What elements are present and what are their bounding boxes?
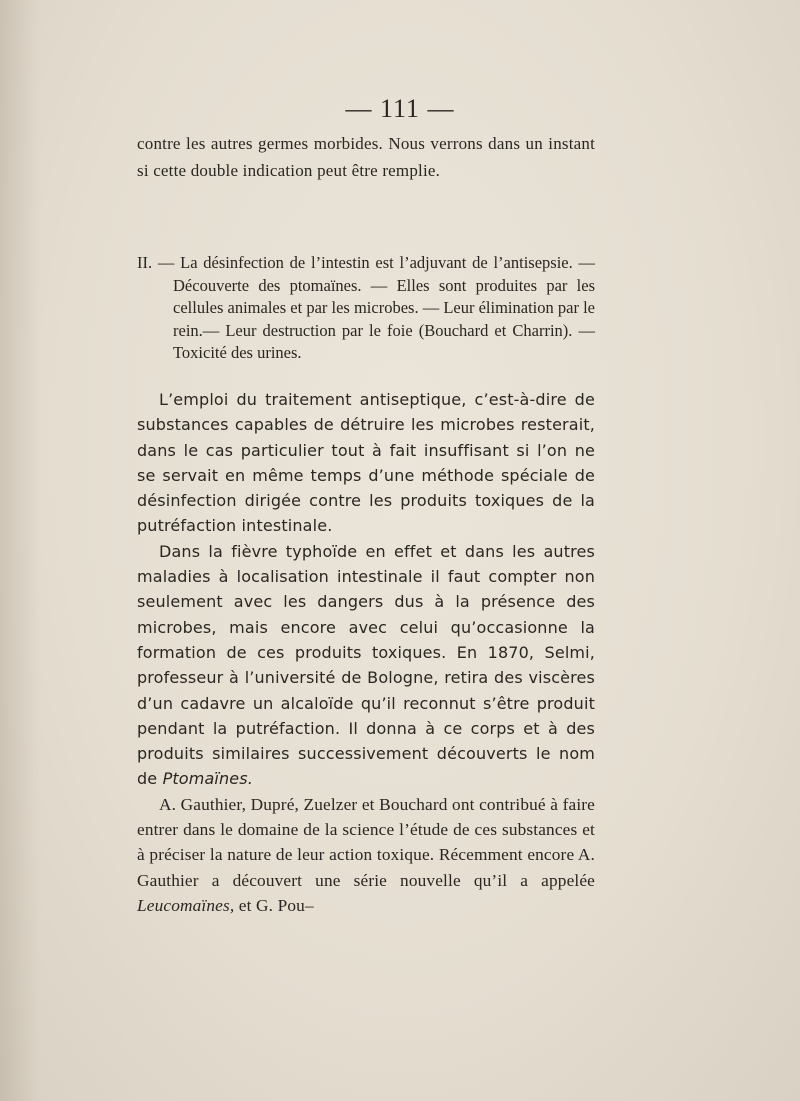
paragraph-2	[137, 539, 595, 792]
paragraph-3	[137, 792, 595, 918]
page-edge-shadow	[0, 0, 40, 1101]
page-number: — 111 —	[345, 94, 455, 123]
ptomaines-term: Ptomaïnes.	[162, 769, 254, 789]
leucomaines-term: Leucomaïnes,	[137, 895, 235, 915]
section-summary	[137, 252, 595, 365]
paragraph-3-tail: et G. Pou–	[238, 895, 314, 915]
paragraph-2-text: Dans la fièvre typhoïde en effet et dans les autres maladies à localisation intestinale il faut compter non seulement avec les dangers dus à la présence des microbes, mais encore avec celui qu’occasionne la formation de ces produits toxiques. En 1870, Selmi, professeur à l’université de Bologne, retira des viscères d’un cadavre un alcaloïde qu’il reconnut s’être produit pendant la putréfaction. Il donna à ce corps et à des produits similaires successivement découverts le nom de	[137, 541, 595, 789]
paragraph-1: L’emploi du traitement antiseptique, c’est-à-dire de substances capables de détruire les microbes resterait, dans le cas particulier tout à fait insuffisant si l’on ne se servait en même temps d’une méthode spéciale de désinfection dirigée contre les produits toxiques de la putréfaction intestinale.	[137, 390, 595, 536]
paragraph-3-text: A. Gauthier, Dupré, Zuelzer et Bouchard ont contribué à faire entrer dans le domaine de la science l’étude de ces substances et à préciser la nature de leur action toxique. Récemment encore A. Gauthier a découvert une série nouvelle qu’il a appelée	[137, 794, 595, 890]
intro-paragraph	[137, 131, 595, 184]
main-text	[137, 387, 595, 918]
intro-text: contre les autres germes morbides. Nous verrons dans un instant si cette double indication peut être remplie.	[137, 134, 595, 180]
summary-text: II. — La désinfection de l’intestin est l’adjuvant de l’antisepsie. — Découverte des ptomaïnes. — Elles sont produites par les cellules animales et par les microbes. — Leur élimination par le rein.— Leur destruction par le foie (Bouchard et Charrin). — Toxicité des urines.	[137, 253, 595, 362]
